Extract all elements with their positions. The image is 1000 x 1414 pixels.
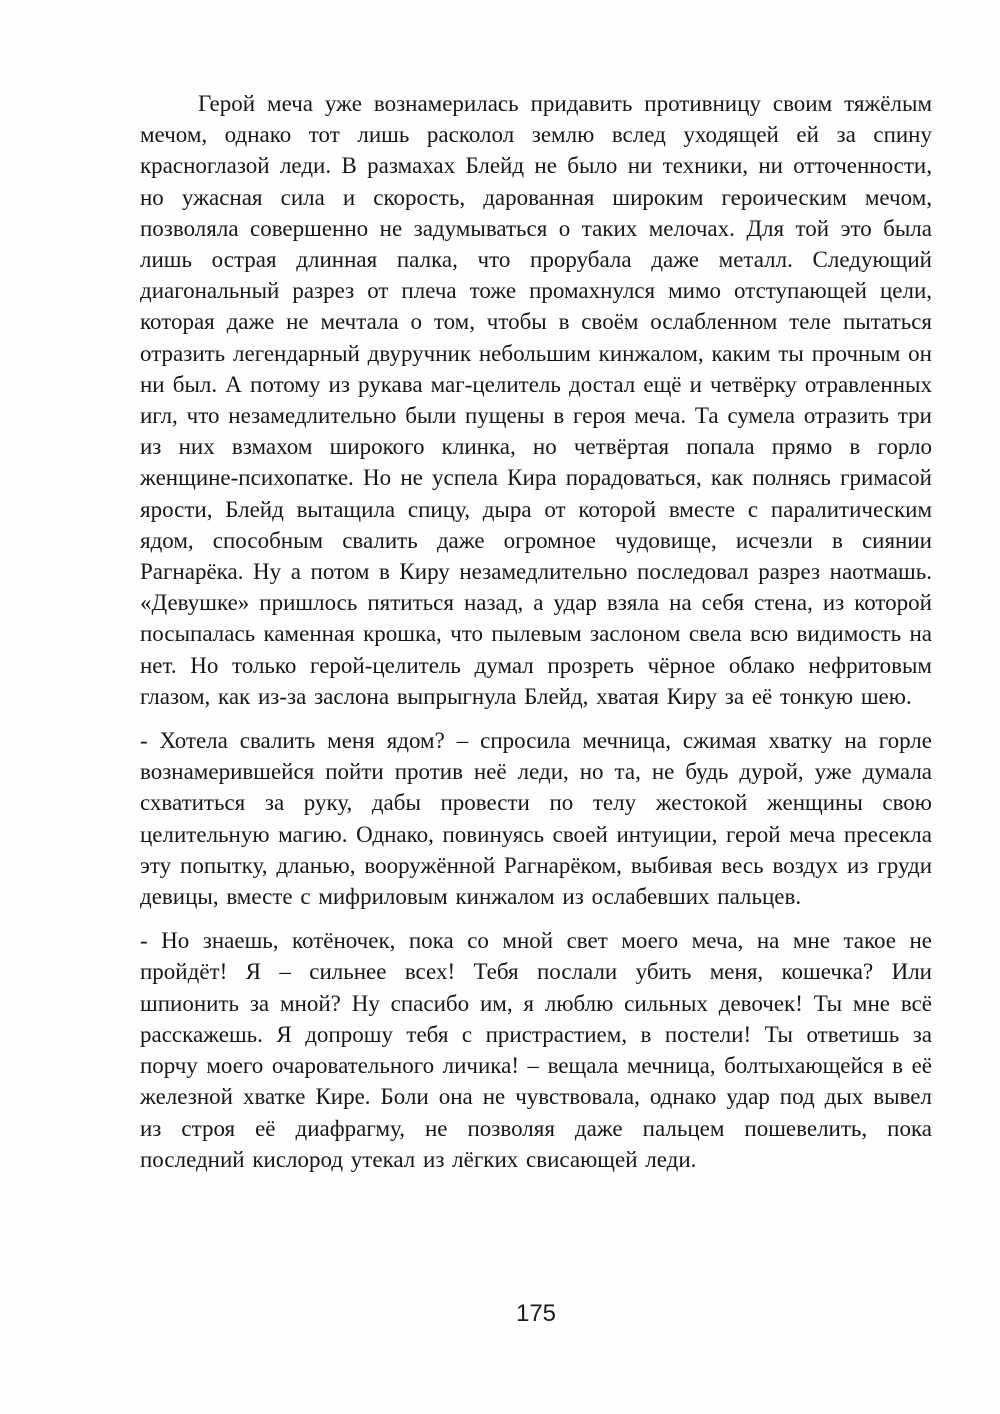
page-number: 175	[515, 1300, 557, 1327]
paragraph-dialogue-2: - Но знаешь, котёночек, пока со мной свет моего меча, на мне такое не пройдёт! Я – сильнее всех! Тебя послали убить меня, кошечка? Или шпионить за мной? Ну спасибо им, я люблю сильных девочек! Ты мне всё расскажешь. Я допрошу тебя с пристрастием, в постели! Ты ответишь за порчу моего очаровательного личика! – вещала мечница, болтыхающейся в её железной хватке Кире. Боли она не чувствовала, однако удар под дых вывел из строя её диафрагму, не позволяя даже пальцем пошевелить, пока последний кислород утекал из лёгких свисающей леди.	[140, 928, 932, 1172]
paragraph-narration: Герой меча уже вознамерилась придавить противницу своим тяжёлым мечом, однако тот лишь расколол землю вслед уходящей ей за спину красноглазой леди. В размахах Блейд не было ни техники, ни отточенности, но ужасная сила и скорость, дарованная широким героическим мечом, позволяла совершенно не задумываться о таких мелочах. Для той это была лишь острая длинная палка, что прорубала даже металл. Следующий диагональный разрез от плеча тоже промахнулся мимо отступающей цели, которая даже не мечтала о том, чтобы в своём ослабленном теле пытаться отразить легендарный двуручник небольшим кинжалом, каким ты прочным он ни был. А потому из рукава маг-целитель достал ещё и четвёрку отравленных игл, что незамедлительно были пущены в героя меча. Та сумела отразить три из них взмахом широкого клинка, но четвёртая попала прямо в горло женщине-психопатке. Но не успела Кира порадоваться, как полнясь гримасой ярости, Блейд вытащила спицу, дыра от которой вместе с паралитическим ядом, способным свалить даже огромное чудовище, исчезли в сиянии Рагнарёка. Ну а потом в Киру незамедлительно последовал разрез наотмашь. «Девушке» пришлось пятиться назад, а удар взяла на себя стена, из которой посыпалась каменная крошка, что пылевым заслоном свела всю видимость на нет. Но только герой-целитель думал прозреть чёрное облако нефритовым глазом, как из-за заслона выпрыгнула Блейд, хватая Киру за её тонкую шею.	[140, 91, 932, 709]
text-block	[140, 88, 932, 1188]
paragraph-dialogue-1: - Хотела свалить меня ядом? – спросила мечница, сжимая хватку на горле вознамерившейся пойти против неё леди, но та, не будь дурой, уже думала схватиться за руку, дабы провести по телу жестокой женщины свою целительную магию. Однако, повинуясь своей интуиции, герой меча пресекла эту попытку, дланью, вооружённой Рагнарёком, выбивая весь воздух из груди девицы, вместе с мифриловым кинжалом из ослабевших пальцев.	[140, 728, 932, 910]
